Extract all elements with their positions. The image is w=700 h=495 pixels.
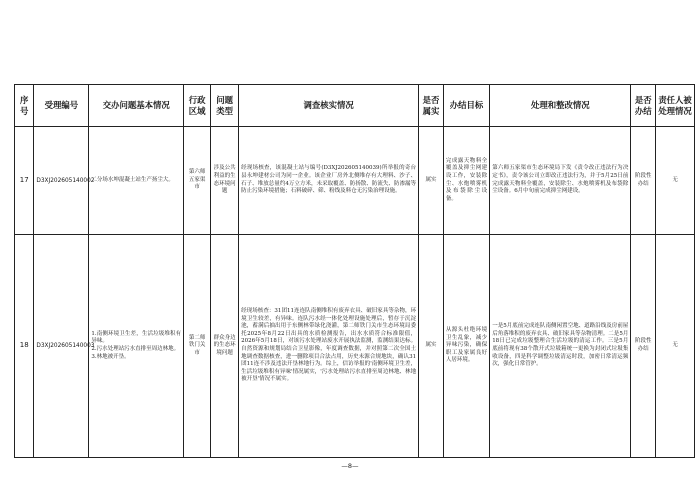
row-type: 涉及公共利益的生态环境问题 bbox=[211, 127, 239, 235]
header-cell-goal: 办结目标 bbox=[443, 85, 489, 127]
row-type: 群众身边的生态环境问题 bbox=[211, 235, 239, 458]
header-cell-handling: 处理和整改情况 bbox=[490, 85, 631, 127]
row-closed: 阶段性办结 bbox=[631, 127, 656, 235]
row-closed: 阶段性办结 bbox=[631, 235, 656, 458]
row-handling: 一是5月底前完成连队南侧闲置空地、道路沿线及房前屋后角落堆积的废弃衣具、破旧家具等杂物清理。二是5月18日已完成垃圾整理合生活垃圾的清运工作。三是5月底前将现有38个散开式垃圾箱统一更换为封闭式垃圾集收设备，四是科学调整垃圾清运时段，加密日常清运频次，强化日常管护。 bbox=[490, 235, 631, 458]
header-cell-code: 受理编号 bbox=[34, 85, 89, 127]
row-region: 第二师铁门关市 bbox=[184, 235, 211, 458]
table-header-row bbox=[15, 85, 695, 127]
header-cell-seq: 序号 bbox=[15, 85, 34, 127]
row-goal: 从源头杜绝环境卫生乱象，减少异味污染，确保职工及家属良好人居环境。 bbox=[443, 235, 489, 458]
header-cell-accountability: 责任人被处理情况 bbox=[656, 85, 695, 127]
header-cell-investigation: 调查核实情况 bbox=[239, 85, 419, 127]
row-seq: 18 bbox=[15, 235, 34, 458]
row-handling: 第六师五家渠市生态环境局下发《责令改正违法行为决定书》，责令该公司立即改正违法行为，并于5月25日前完成露天物料全覆盖，安装除尘、水炮喷雾机及布袋除尘设备。6月中旬前完成抑尘网建设。 bbox=[490, 127, 631, 235]
row-accountability: 无 bbox=[656, 235, 695, 458]
header-cell-type: 问题类型 bbox=[211, 85, 239, 127]
table-row bbox=[15, 127, 695, 235]
row-region: 第六师五家渠市 bbox=[184, 127, 211, 235]
row-investigation: 经现场核查，该混凝土站与编号(D3XJ202605140039)所举报的奇台县永坤建材公司为同一企业。该企业厂房外北侧堆存有大理料、沙子、石子、堆放总量约4万立方米，未采取覆盖、防扬散、防流失、防渗漏等防止污染环境措施；石料破碎、筛、粉线及料仓无污染治理设施。 bbox=[239, 127, 419, 235]
header-cell-closed: 是否办结 bbox=[631, 85, 656, 127]
row-verified: 属实 bbox=[419, 235, 444, 458]
inspection-table bbox=[14, 84, 695, 458]
row-seq: 17 bbox=[15, 127, 34, 235]
row-investigation: 经现场核查：31团11连连队南侧堆积有废弃衣具、破旧家具等杂物，环境卫生较差，有异味。连队污水经一体化处理设施处理后，暂存于沉淀池，蓄满后抽出用于东侧林带绿化浇灌，第二师铁门关市生态环境局委托2025年8月22日出具的水质检测报告，出水水质符合标准限值，2026年5月18日，对该污水处理站废水开展执法监测，监测结果达标。自然资源和规划局结合卫星影像，年度调查数据，并对照第二次全国土地调查数据核查，进一删除项目合法占用，历史未源合规地块，确认31团11连不涉及违法开垦林地行为。综上，信访举报的'南侧环境卫生差，生活垃圾堆积有异味'情况属实，'污水处理站污水直排至周边林地、林地被开垦'情况不属实。 bbox=[239, 235, 419, 458]
header-cell-region: 行政区域 bbox=[184, 85, 211, 127]
table-row bbox=[15, 235, 695, 458]
row-code: D3XJ202605140003 bbox=[34, 235, 89, 458]
header-cell-problem: 交办问题基本情况 bbox=[89, 85, 184, 127]
row-problem: 1.南侧环境卫生差，生活垃圾堆积有异味。 2.污水处理站污水直排至周边林地。 3.林地被开垦。 bbox=[89, 235, 184, 458]
page-number: —8— bbox=[341, 462, 359, 470]
row-verified: 属实 bbox=[419, 127, 444, 235]
row-code: D3XJ202605140002 bbox=[34, 127, 89, 235]
row-problem: 二分场水坤混凝土站生产扬尘大。 bbox=[89, 127, 184, 235]
row-accountability: 无 bbox=[656, 127, 695, 235]
row-goal: 完成露天物料全覆盖及抑尘网建设工作，安装除尘、水炮喷雾机及布袋除尘设备。 bbox=[443, 127, 489, 235]
header-cell-verified: 是否属实 bbox=[419, 85, 444, 127]
